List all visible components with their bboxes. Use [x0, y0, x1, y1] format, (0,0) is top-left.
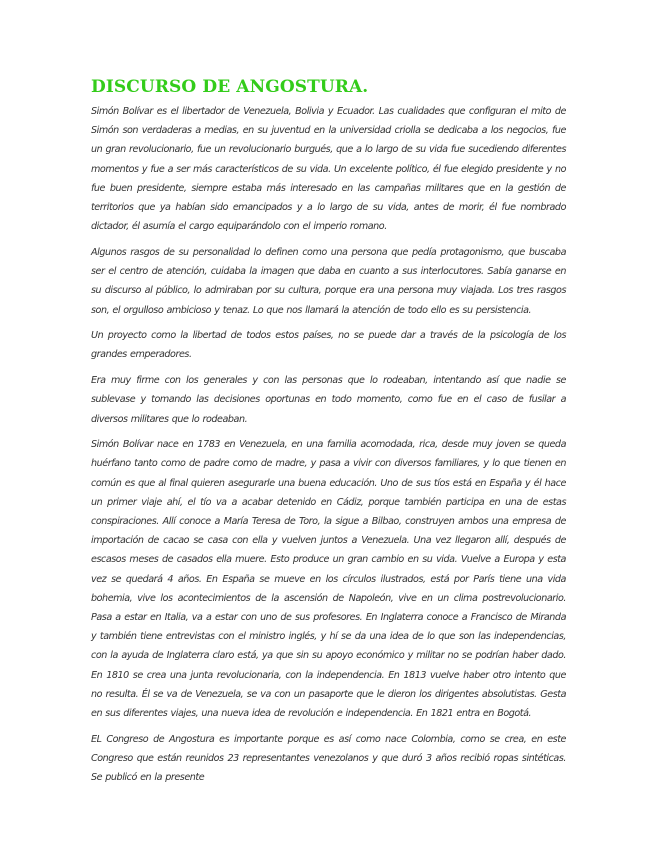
document-title: DISCURSO DE ANGOSTURA.	[91, 77, 369, 97]
paragraph-6: EL Congreso de Angostura es importante porque es así como nace Colombia, como se crea, en este Congreso que están reunidos 23 representantes venezolanos y que duró 3 años recibió ropas sintéticas. Se publicó en la presente	[91, 733, 566, 784]
paragraph-2: Algunos rasgos de su personalidad lo definen como una persona que pedía protagonismo, que buscaba ser el centro de atención, cuidaba la imagen que daba en cuanto a sus interlocutores. Sabía ganarse en su discurso al público, lo admiraban por su cultura, porque era una persona muy viajada. Los tres rasgos son, el orgulloso ambicioso y tenaz. Lo que nos llamará la atención de todo ello es su persistencia.	[91, 246, 566, 316]
paragraph-5: Simón Bolívar nace en 1783 en Venezuela, en una familia acomodada, rica, desde muy joven se queda huérfano tanto como de padre como de madre, y pasa a vivir con diversos familiares, y lo que tienen en común es que al final quieren asegurarle una buena educación. Uno de sus tíos está en España y él hace un primer viaje ahí, el tío va a acabar detenido en Cádiz, porque también participa en una de estas conspiraciones. Allí conoce a María Teresa de Toro, la sigue a Bilbao, construyen ambos una empresa de importación de cacao se casa con ella y vuelven juntos a Venezuela. Una vez llegaron allí, después de escasos meses de casados ella muere. Esto produce un gran cambio en su vida. Vuelve a Europa y esta vez se quedará 4 años. En España se mueve en los círculos ilustrados, está por París tiene una vida bohemia, vive los acontecimientos de la ascensión de Napoleón, vive en un clima postrevolucionario. Pasa a estar en Italia, va a estar con uno de sus profesores. En Inglaterra conoce a Francisco de Miranda y también tiene entrevistas con el ministro inglés, y hí se da una idea de lo que son las independencias, con la ayuda de Inglaterra claro está, ya que sin su apoyo económico y militar no se podrían haber dado. En 1810 se crea una junta revolucionaria, con la independencia. En 1813 vuelve haber otro intento que no resulta. Él se va de Venezuela, se va con un pasaporte que le dieron los dirigentes absolutistas. Gesta en sus diferentes viajes, una nueva idea de revolución e independencia. En 1821 entra en Bogotá.	[91, 439, 566, 720]
paragraph-1: Simón Bolívar es el libertador de Venezuela, Bolivia y Ecuador. Las cualidades que configuran el mito de Simón son verdaderas a medias, en su juventud en la universidad criolla se dedicaba a los negocios, fue un gran revolucionario, fue un revolucionario burgués, que a lo largo de su vida fue sucediendo diferentes momentos y fue a ser más característicos de su vida. Un excelente político, él fue elegido presidente y no fue buen presidente, siempre estaba más interesado en las campañas militares que en la gestión de territorios que ya habían sido emancipados y a lo largo de su vida, antes de morir, él fue nombrado dictador, él asumía el cargo equiparándolo con el imperio romano.	[91, 106, 566, 233]
paragraph-4: Era muy firme con los generales y con las personas que lo rodeaban, intentando así que nadie se sublevase y tomando las decisiones oportunas en todo momento, como fue en el caso de fusilar a diversos militares que lo rodeaban.	[91, 375, 566, 425]
paragraph-3: Un proyecto como la libertad de todos estos países, no se puede dar a través de la psicología de los grandes emperadores.	[91, 330, 566, 361]
document-body	[91, 102, 566, 794]
